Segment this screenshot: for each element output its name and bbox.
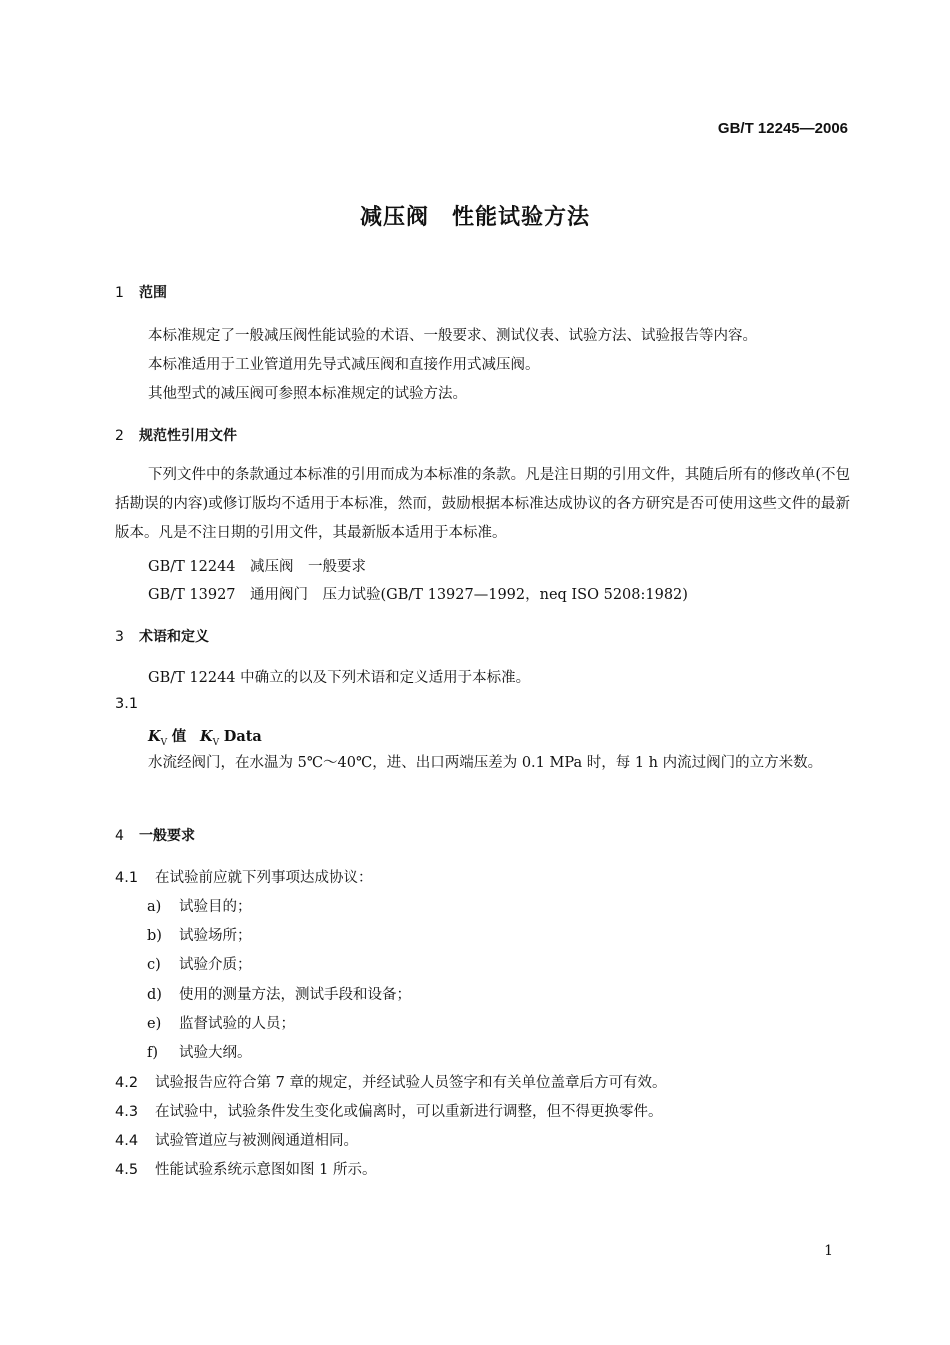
term-symbol: K <box>200 728 213 745</box>
list-text: 试验介质； <box>179 957 252 973</box>
paragraph: 本标准规定了一般减压阀性能试验的术语、一般要求、测试仪表、试验方法、试验报告等内容。 <box>148 328 757 344</box>
term-en: Data <box>223 728 262 745</box>
term-subscript: V <box>160 737 168 748</box>
definition: 水流经阀门，在水温为 5℃～40℃，进、出口两端压差为 0.1 MPa 时，每 1 h 内流过阀门的立方米数。 <box>148 755 823 771</box>
list-mark: e) <box>147 1016 162 1032</box>
clause-number: 4.2 <box>115 1075 139 1091</box>
clause-number: 4.1 <box>115 870 139 886</box>
term-symbol: K <box>148 728 161 745</box>
list-item <box>147 953 252 974</box>
section-3-heading <box>115 626 209 646</box>
list-item <box>147 924 252 945</box>
clause-4-2 <box>115 1071 666 1092</box>
list-mark: f) <box>147 1045 159 1061</box>
term-subscript: V <box>212 737 220 748</box>
list-mark: b) <box>147 928 162 944</box>
list-item <box>147 895 252 916</box>
clause-number: 4.5 <box>115 1162 139 1178</box>
clause-4-5 <box>115 1158 376 1179</box>
section-number: 3 <box>115 629 124 645</box>
section-number: 2 <box>115 428 124 444</box>
list-text: 使用的测量方法，测试手段和设备； <box>179 987 411 1003</box>
clause-text: 在试验中，试验条件发生变化或偏离时，可以重新进行调整，但不得更换零件。 <box>155 1104 663 1120</box>
section-title: 规范性引用文件 <box>139 428 237 444</box>
paragraph: 下列文件中的条款通过本标准的引用而成为本标准的条款。凡是注日期的引用文件，其随后所有的修改单(不包括勘误的内容)或修订版均不适用于本标准，然而，鼓励根据本标准达成协议的各方研究是否可使用这些文件的最新版本。凡是不注日期的引用文件，其最新版本适用于本标准。 <box>115 467 850 541</box>
list-text: 试验目的； <box>179 899 252 915</box>
list-text: 试验场所； <box>179 928 252 944</box>
subsection-number: 3.1 <box>115 696 139 712</box>
clause-text: 试验管道应与被测阀通道相同。 <box>155 1133 358 1149</box>
term-cn: 值 <box>171 729 187 745</box>
standard-code: GB/T 12245—2006 <box>717 120 848 137</box>
clause-text: 性能试验系统示意图如图 1 所示。 <box>155 1162 377 1178</box>
section-2-heading <box>115 425 237 445</box>
reference-item: GB/T 12244 减压阀 一般要求 <box>148 559 367 575</box>
list-item <box>147 1041 252 1062</box>
section-number: 1 <box>115 285 124 301</box>
list-item <box>147 983 411 1004</box>
paragraph: 本标准适用于工业管道用先导式减压阀和直接作用式减压阀。 <box>148 357 540 373</box>
page-title: 减压阀 性能试验方法 <box>359 205 590 230</box>
section-number: 4 <box>115 828 124 844</box>
term-line <box>148 725 262 748</box>
section-title: 术语和定义 <box>139 629 209 645</box>
clause-number: 4.3 <box>115 1104 139 1120</box>
reference-item: GB/T 13927 通用阀门 压力试验(GB/T 13927—1992，neq ISO 5208:1982) <box>148 587 688 603</box>
paragraph: 其他型式的减压阀可参照本标准规定的试验方法。 <box>148 386 467 402</box>
clause-text: 试验报告应符合第 7 章的规定，并经试验人员签字和有关单位盖章后方可有效。 <box>155 1075 667 1091</box>
page-number: 1 <box>824 1243 833 1259</box>
list-text: 监督试验的人员； <box>179 1016 295 1032</box>
section-title: 一般要求 <box>139 828 195 844</box>
list-mark: d) <box>147 987 162 1003</box>
clause-4-4 <box>115 1129 358 1150</box>
clause-text: 在试验前应就下列事项达成协议： <box>155 870 373 886</box>
list-item <box>147 1012 295 1033</box>
list-mark: a) <box>147 899 162 915</box>
list-mark: c) <box>147 957 161 973</box>
section-4-heading <box>115 825 195 845</box>
clause-number: 4.4 <box>115 1133 139 1149</box>
clause-4-3 <box>115 1100 663 1121</box>
paragraph: GB/T 12244 中确立的以及下列术语和定义适用于本标准。 <box>148 670 531 686</box>
clause-4-1 <box>115 866 373 887</box>
section-title: 范围 <box>139 285 167 301</box>
list-text: 试验大纲。 <box>179 1045 252 1061</box>
section-1-heading <box>115 282 167 302</box>
